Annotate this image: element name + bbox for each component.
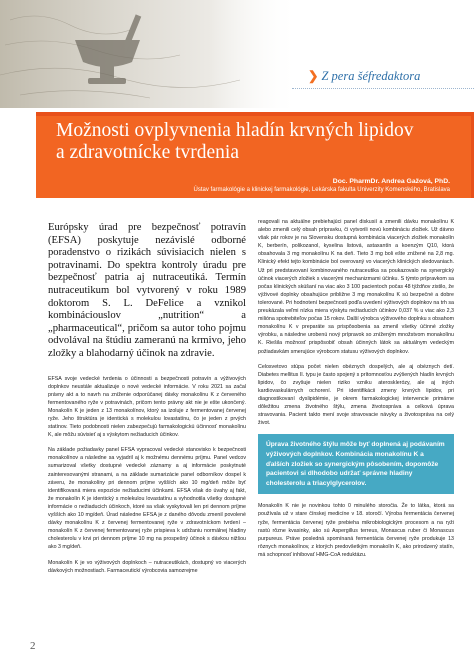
section-label-text: Z pera šéfredaktora xyxy=(321,69,421,83)
title-banner xyxy=(36,112,474,198)
institution: Ústav farmakológie a klinickej farmakológie, Lekárska fakulta Univerzity Komenského, Bratislava xyxy=(193,187,450,193)
title-line-1: Možnosti ovplyvnenia hladín krvných lipidov xyxy=(56,120,414,141)
lead-paragraph: Európsky úrad pre bezpečnosť potravín (EFSA) poskytuje nezávislé odborné poradenstvo o rizikách súvisiacich nielen s potravinami. Do spektra kontroly úradu pre bezpečnosť patria aj nutraceutiká. Termín nutraceutikum bol vytvorený v roku 1989 doktorom S. L. DeFelice a vznikol kombináciouslov „nutrition“ a „pharmaceutical“, pričom sa autor toho pojmu odvolával na štúdiu zameranú na krmivo, jeho zložky a blahodarný účinok na zdravie. xyxy=(48,222,246,359)
body-paragraph: Monakolín K je vo výživových doplnkoch – nutraceutikách, dostupný vo viacerých dávkových možnostiach. Farmaceutickí výrobcovia samozrejme xyxy=(48,559,246,574)
section-label xyxy=(308,68,420,84)
title-line-2: a zdravotnícke tvrdenia xyxy=(56,142,239,163)
chevron-right-icon: ❯ xyxy=(308,69,319,83)
author: Doc. PharmDr. Andrea Gažová, PhD. xyxy=(332,178,450,185)
page-number: 2 xyxy=(30,640,36,652)
left-column xyxy=(48,222,246,582)
section-divider xyxy=(292,88,474,89)
body-paragraph: reagovali na aktuálne prebiehajúci panel diskusií a zmenili dávku monakolínu K alebo zmenili celý obsah prípravku, či vytvorili novú kombináciu zložiek. Už dávno však pár rokov je na Slovensku dostupná kombinácia viacerých zložiek monakolín K, berberín, polikozanol, kyselina listová, astaxantín a koenzým Q10, ktorá obsahovala 3 mg monakolínu K na deň. Tieto 3 mg boli ešte znížené na 2,8 mg. Klinický efekt tejto kombinácie bol overovaný vo viacerých klinických sledovaniach. Už pri predstavovaní kombinovaného nutraceutika sa poukazovalo na synergický účinok viacerých zložiek s viacerými mechanizmami účinku. S týmto prípravkom sa počas klinických skúšaní na viac ako 3 100 pacientoch počas 48 týždňov zistilo, že výživové doplnky obsahujúce približne 3 mg monakolínu K sú bezpečné a dobre tolerované. Pri hodnotení bezpečnosti podľa uvedení výživových doplnkov na trh sa preukázala veľmi nízka miera výskytu nežiaducich účinkov 0,037 % u viac ako 2,3 milióna spotrebiteľov počas 15 rokov. Další výrobca výživového doplnku s obsahom monakolínu K v preparáte sa prispôsobenia sa zmenil všetky účinné zložky výrobku, a následne urobenú nový prípravok so zníženým množstvom monakolínu K. Riešila možnosť prispôsobiť obsah účinných látok sa aktuálnym vedeckým požiadavkám smerujúce výrobcom statusu výživových doplnkov. xyxy=(258,219,454,355)
right-column xyxy=(258,218,454,566)
body-paragraph: EFSA svoje vedecké tvrdenia o účinnosti a bezpečnosti potravín a výživových doplnkov neustále aktualizuje o nové vedecké informácie. V roku 2021 sa začal právny akt a to navrh na zníženie odporúčanej dávky monakolínu K z červeného fermentovaného ryže v potravinách, pričom tento právny akt nie je ešte ukončený. Monakolín K je jeden z 13 monakolínov, ktorý sa izoluje z fermentovanej červenej ryže. Jeho štruktúra je identická s molekulou lovastatínu, čo je jeden z prvých statínov. Tieto podobnosti nielen zabezpečujú farmakologickú účinnosť monakolínu K, ale môžu súvisieť aj s výskytom nežiaducich účinkov. xyxy=(48,375,246,439)
body-paragraph: Celosvetovo stúpa počet nielen obéznych dospelých, ale aj obéznych detí. Diabetes mellitus II. typu je často spojený s prítomnosťou zvýšených hladín krvných lipidov, čo zvyšuje nielen riziko vzniku aterosklerózy, ale aj iných kardiovaskulárnych ochorení. Pri identifikácii zmeny krvných lipidov, pri diagnostikovaní dyslipidémie, je okrem farmakologickej intervencie primárne dôležitou zmena životného štýlu, zmena životospráva a celková úprava stravovania. Pacient takto mení svoje stravovacie návyky a životospráva na celý život. xyxy=(258,363,455,427)
article-title xyxy=(56,120,456,164)
body-paragraph: Monakolín K nie je novinkou tohto 0 minulého storočia. Že to látka, ktorá sa používala už v stare čínskej medicíne v 18. storočí. Výroba fermentácia červenej ryže, fermentácia červenej ryže prebieha mikrobiologickým procesom a na ryži rastú rôzne kvasinky, ako sú Aspergillus terreus, Monascus ruber či Monascus purpureus. Práve posledná spomínaná fermentácia červenej ryže produkuje 13 rôznych monakolínov, z ktorých predovšetkým monakolín K, ako prirodzený statín, má schopnosť inhibovať HMG-CoA reduktázu. xyxy=(258,503,454,558)
highlight-callout: Úprava životného štýlu môže byť doplnená aj podávaním výživových doplnkov. Kombinácia monakolínu K a ďalších zložiek so synergickým pôsobením, dopomôže pacientovi si dlhodobo udržať správne hladiny cholesterolu a triacylglycerolov. xyxy=(258,434,454,494)
body-paragraph: Na základe požiadavky panel EFSA vypracoval vedecké stanovisko k bezpečnosti monakolínov a následne sa vyjadril aj k možnému dennému príjmu. Panel vedcov sumarizoval všetky dostupné vedecké záznamy a aj informácie poskytnuté zainteresovanými stranami, a na základe sumarizácie panel odborníkov dospel k záveru, že monakolíny pri dennom príjme vyšších ako 10 mg/deň môže byť identifikovaná miera expozície nežiaducimi účinkami. EFSA však do úvahy aj fakt, že monakolín K je identický s molekulou lovastatínu a vyhodnotila všetky dostupné informácie o nežiaducich účinkoch, ktoré sa však vyskytovali len pri dennom príjme vyšších ako 10 mg/deň. Úrad následne EFSA je z daného dôvodu zmenil povolené dávky monakolínu K z červenej fermentovanej ryže v zdravotníckom tvrdení – monakolín K z červenej fermentovanej ryže prispieva k udržaniu normálnej hladiny cholesterolu v krvi pri dennom príjme 10 mg na prospešný účinok s dávkou nižšou ako 3 mg/deň. xyxy=(48,447,246,551)
header-illustration xyxy=(0,0,300,108)
